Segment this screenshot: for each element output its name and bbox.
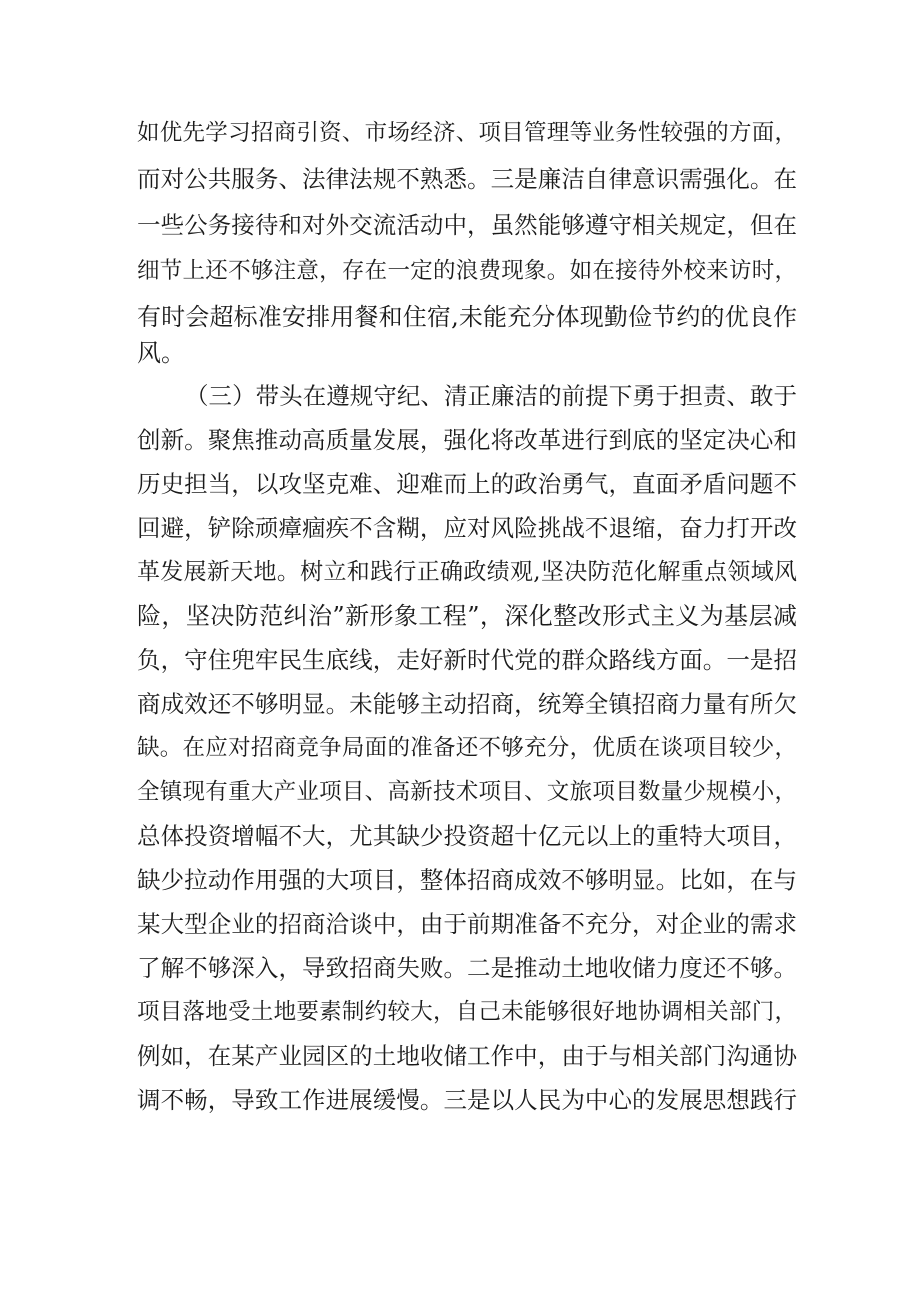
text-line: 缺少拉动作用强的大项目，整体招商成效不够明显。比如，在与 [137, 866, 797, 894]
text-line: 全镇现有重大产业项目、高新技术项目、文旅项目数量少规模小， [137, 779, 797, 805]
text-line: 例如，在某产业园区的土地收储工作中，由于与相关部门沟通协 [137, 1042, 797, 1070]
text-line: 革发展新天地。树立和践行正确政绩观,坚决防范化解重点领域风 [137, 559, 797, 585]
text-line: 风。 [137, 339, 185, 367]
text-line: 回避，铲除顽瘴痼疾不含糊，应对风险挑战不退缩，奋力打开改 [137, 514, 797, 542]
text-line: 总体投资增幅不大，尤其缺少投资超十亿元以上的重特大项目， [137, 822, 797, 850]
text-line: 险，坚决防范纠治”新形象工程”，深化整改形式主义为基层减 [137, 602, 797, 630]
text-line: 缺。在应对招商竞争局面的准备还不够充分，优质在谈项目较少， [137, 735, 797, 761]
text-line: 负，守住兜牢民生底线，走好新时代党的群众路线方面。一是招 [137, 646, 797, 674]
text-line: 如优先学习招商引资、市场经济、项目管理等业务性较强的方面， [137, 120, 797, 146]
text-line: 了解不够深入，导致招商失败。二是推动土地收储力度还不够。 [137, 954, 797, 982]
text-line: 某大型企业的招商洽谈中，由于前期准备不充分，对企业的需求 [137, 910, 797, 938]
paragraph-heading: （三）带头在遵规守纪、清正廉洁的前提下勇于担责、敢于 [185, 382, 797, 410]
text-line: 商成效还不够明显。未能够主动招商，统筹全镇招商力量有所欠 [137, 690, 797, 718]
text-line: 而对公共服务、法律法规不熟悉。三是廉洁自律意识需强化。在 [137, 165, 797, 193]
text-line: 项目落地受土地要素制约较大，自己未能够很好地协调相关部门， [137, 999, 797, 1025]
text-line: 创新。聚焦推动高质量发展，强化将改革进行到底的坚定决心和 [137, 426, 797, 454]
text-line: 细节上还不够注意，存在一定的浪费现象。如在接待外校来访时， [137, 258, 797, 284]
text-line: 调不畅，导致工作进展缓慢。三是以人民为中心的发展思想践行 [137, 1086, 797, 1114]
text-line: 一些公务接待和对外交流活动中，虽然能够遵守相关规定，但在 [137, 211, 797, 239]
text-line: 有时会超标准安排用餐和住宿,未能充分体现勤俭节约的优良作 [137, 303, 797, 331]
text-line: 历史担当，以攻坚克难、迎难而上的政治勇气，直面矛盾问题不 [137, 470, 797, 498]
